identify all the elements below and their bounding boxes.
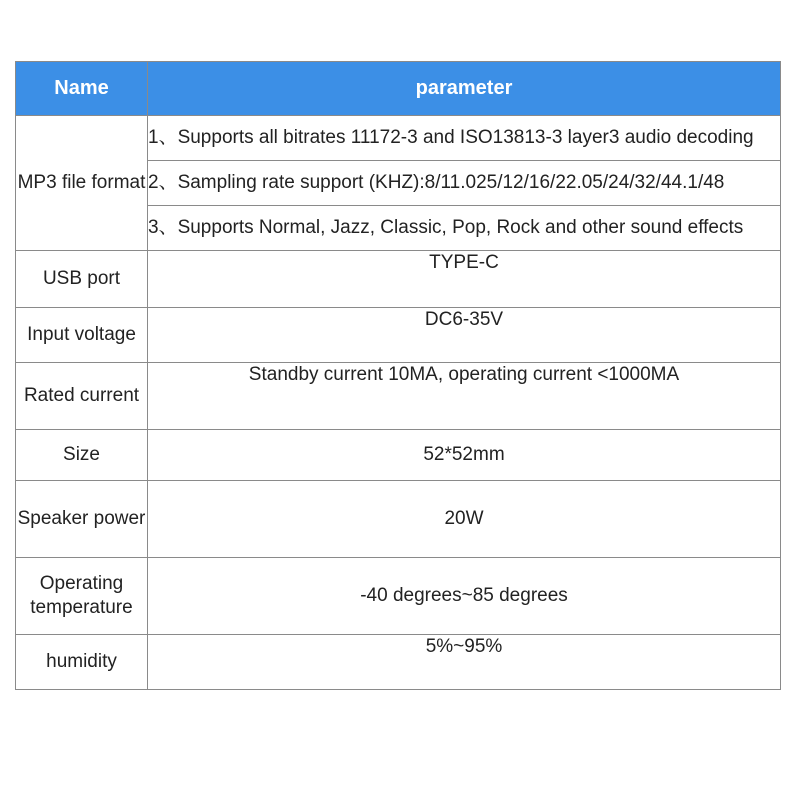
table-row-speaker-power: [16, 481, 781, 558]
rated-current-value: Standby current 10MA, operating current <1000MA: [148, 363, 781, 430]
table-row-operating-temperature: [16, 558, 781, 635]
humidity-label: humidity: [16, 635, 148, 690]
table-row-rated-current: [16, 363, 781, 430]
speaker-power-value: 20W: [148, 481, 781, 558]
mp3-line-2: 2、Sampling rate support (KHZ):8/11.025/12/16/22.05/24/32/44.1/48: [148, 161, 781, 206]
usb-port-label: USB port: [16, 251, 148, 308]
input-voltage-label: Input voltage: [16, 308, 148, 363]
mp3-format-label: MP3 file format: [16, 116, 148, 251]
header-parameter: parameter: [148, 62, 781, 116]
header-name: Name: [16, 62, 148, 116]
table-row-input-voltage: [16, 308, 781, 363]
table-row-usb-port: [16, 251, 781, 308]
input-voltage-value: DC6-35V: [148, 308, 781, 363]
usb-port-value: TYPE-C: [148, 251, 781, 308]
table-row-humidity: [16, 635, 781, 690]
size-value: 52*52mm: [148, 430, 781, 481]
table-row-size: [16, 430, 781, 481]
humidity-value: 5%~95%: [148, 635, 781, 690]
spec-table: [15, 61, 781, 690]
speaker-power-label: Speaker power: [16, 481, 148, 558]
rated-current-label: Rated current: [16, 363, 148, 430]
mp3-line-3: 3、Supports Normal, Jazz, Classic, Pop, Rock and other sound effects: [148, 206, 781, 251]
table-row-mp3-1: [16, 116, 781, 161]
operating-temperature-label: Operating temperature: [16, 558, 148, 635]
size-label: Size: [16, 430, 148, 481]
mp3-line-1: 1、Supports all bitrates 11172-3 and ISO13813-3 layer3 audio decoding: [148, 116, 781, 161]
operating-temperature-value: -40 degrees~85 degrees: [148, 558, 781, 635]
header-row: [16, 62, 781, 116]
